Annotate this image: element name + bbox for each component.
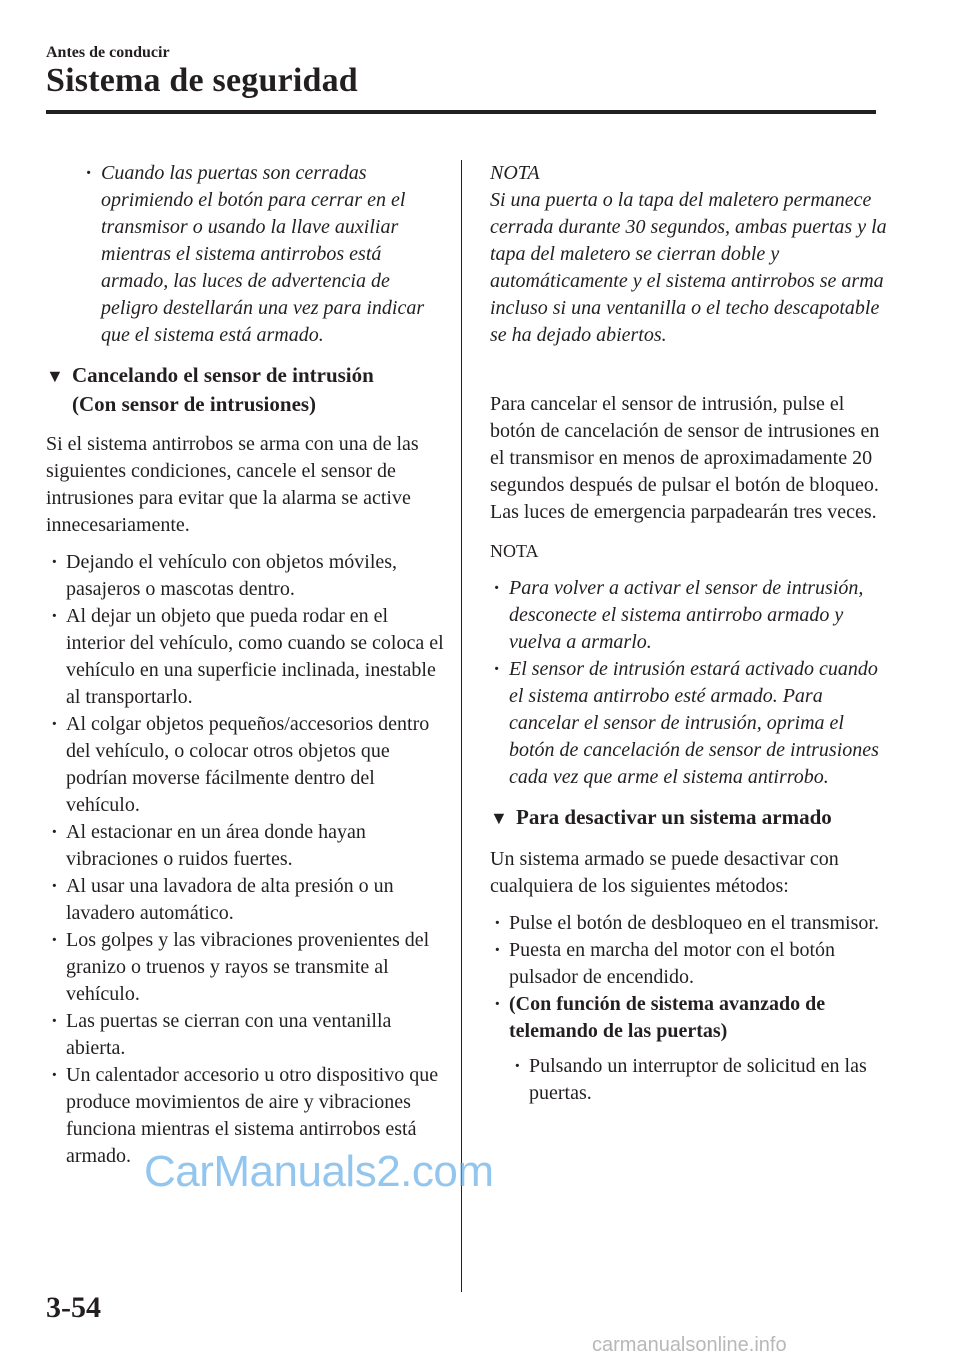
list-item: · Para volver a activar el sensor de intrusión, desconecte el sistema antirrobo armado y vuelva a armarlo. bbox=[492, 575, 890, 656]
list-item: · Un calentador accesorio u otro dispositivo que produce movimientos de aire y vibraciones funciona mientras el sistema antirrobos está armado. bbox=[49, 1062, 451, 1170]
nota-text: Si una puerta o la tapa del maletero permanece cerrada durante 30 segundos, ambas puertas y la tapa del maletero se cierran doble y automáticamente y el sistema antirrobos se arma incluso si una ventanilla o el techo descapotable se ha dejado abiertos. bbox=[490, 189, 887, 346]
page-number: 3-54 bbox=[46, 1291, 101, 1324]
sub-list-item: · Pulsando un interruptor de solicitud en las puertas. bbox=[512, 1053, 890, 1107]
heading-line2: (Con sensor de intrusiones) bbox=[72, 392, 317, 416]
paragraph: Un sistema armado se puede desactivar con cualquiera de los siguientes métodos: bbox=[490, 848, 839, 897]
list-item: · Al estacionar en un área donde hayan vibraciones o ruidos fuertes. bbox=[49, 819, 451, 873]
list-item: · Pulse el botón de desbloqueo en el transmisor. bbox=[492, 910, 890, 937]
heading-line1: Cancelando el sensor de intrusión bbox=[72, 363, 374, 387]
bullet-list bbox=[492, 910, 890, 1107]
nota-label: NOTA bbox=[490, 162, 540, 184]
left-column bbox=[46, 160, 451, 1170]
triangle-icon: ▼ bbox=[490, 808, 508, 828]
right-column bbox=[490, 160, 890, 1107]
list-item: · El sensor de intrusión estará activado cuando el sistema antirrobo esté armado. Para cancelar el sensor de intrusión, oprima el botón de cancelación de sensor de intrusiones cada vez que arme el sistema antirrobo. bbox=[492, 656, 890, 791]
heading-text: Para desactivar un sistema armado bbox=[516, 805, 832, 829]
nota-bullets bbox=[492, 575, 890, 791]
section-heading bbox=[46, 361, 451, 419]
paragraph: Para cancelar el sensor de intrusión, pulse el botón de cancelación de sensor de intrusiones en el transmisor en menos de aproximadamente 20 segundos después de pulsar el botón de bloqueo. bbox=[490, 393, 880, 496]
list-item: · Los golpes y las vibraciones provenientes del granizo o truenos y rayos se transmite al vehículo. bbox=[49, 927, 451, 1008]
list-item: · (Con función de sistema avanzado de telemando de las puertas) bbox=[492, 991, 890, 1045]
paragraph: Si el sistema antirrobos se arma con una de las siguientes condiciones, cancele el sensor de intrusiones para evitar que la alarma se active innecesariamente. bbox=[46, 433, 419, 536]
triangle-icon: ▼ bbox=[46, 366, 64, 386]
list-item: · Dejando el vehículo con objetos móviles, pasajeros o mascotas dentro. bbox=[49, 549, 451, 603]
list-item: · Puesta en marcha del motor con el botón pulsador de encendido. bbox=[492, 937, 890, 991]
list-item: · Al dejar un objeto que pueda rodar en el interior del vehículo, como cuando se coloca el vehículo en una superficie inclinada, inestable al transportarlo. bbox=[49, 603, 451, 711]
section-heading bbox=[490, 803, 890, 832]
watermark-logo: CarManuals2.com bbox=[144, 1147, 494, 1196]
bullet-list bbox=[49, 549, 451, 1170]
footer-site-link[interactable]: carmanualsonline.info bbox=[592, 1334, 787, 1356]
page-title: Sistema de seguridad bbox=[46, 62, 358, 99]
header-rule bbox=[46, 110, 876, 114]
intro-bullet: · Cuando las puertas son cerradas oprimiendo el botón para cerrar en el transmisor o usando la llave auxiliar mientras el sistema antirrobos está armado, las luces de advertencia de peligro destellarán una vez para indicar que el sistema está armado. bbox=[84, 160, 449, 349]
column-divider bbox=[461, 160, 462, 1292]
list-item: · Las puertas se cierran con una ventanilla abierta. bbox=[49, 1008, 451, 1062]
list-item: · Al colgar objetos pequeños/accesorios dentro del vehículo, o colocar otros objetos que podrían moverse fácilmente dentro del vehículo. bbox=[49, 711, 451, 819]
nota-label: NOTA bbox=[490, 541, 539, 561]
section-label: Antes de conducir bbox=[46, 44, 170, 61]
list-item: · Al usar una lavadora de alta presión o un lavadero automático. bbox=[49, 873, 451, 927]
paragraph: Las luces de emergencia parpadearán tres veces. bbox=[490, 501, 877, 523]
